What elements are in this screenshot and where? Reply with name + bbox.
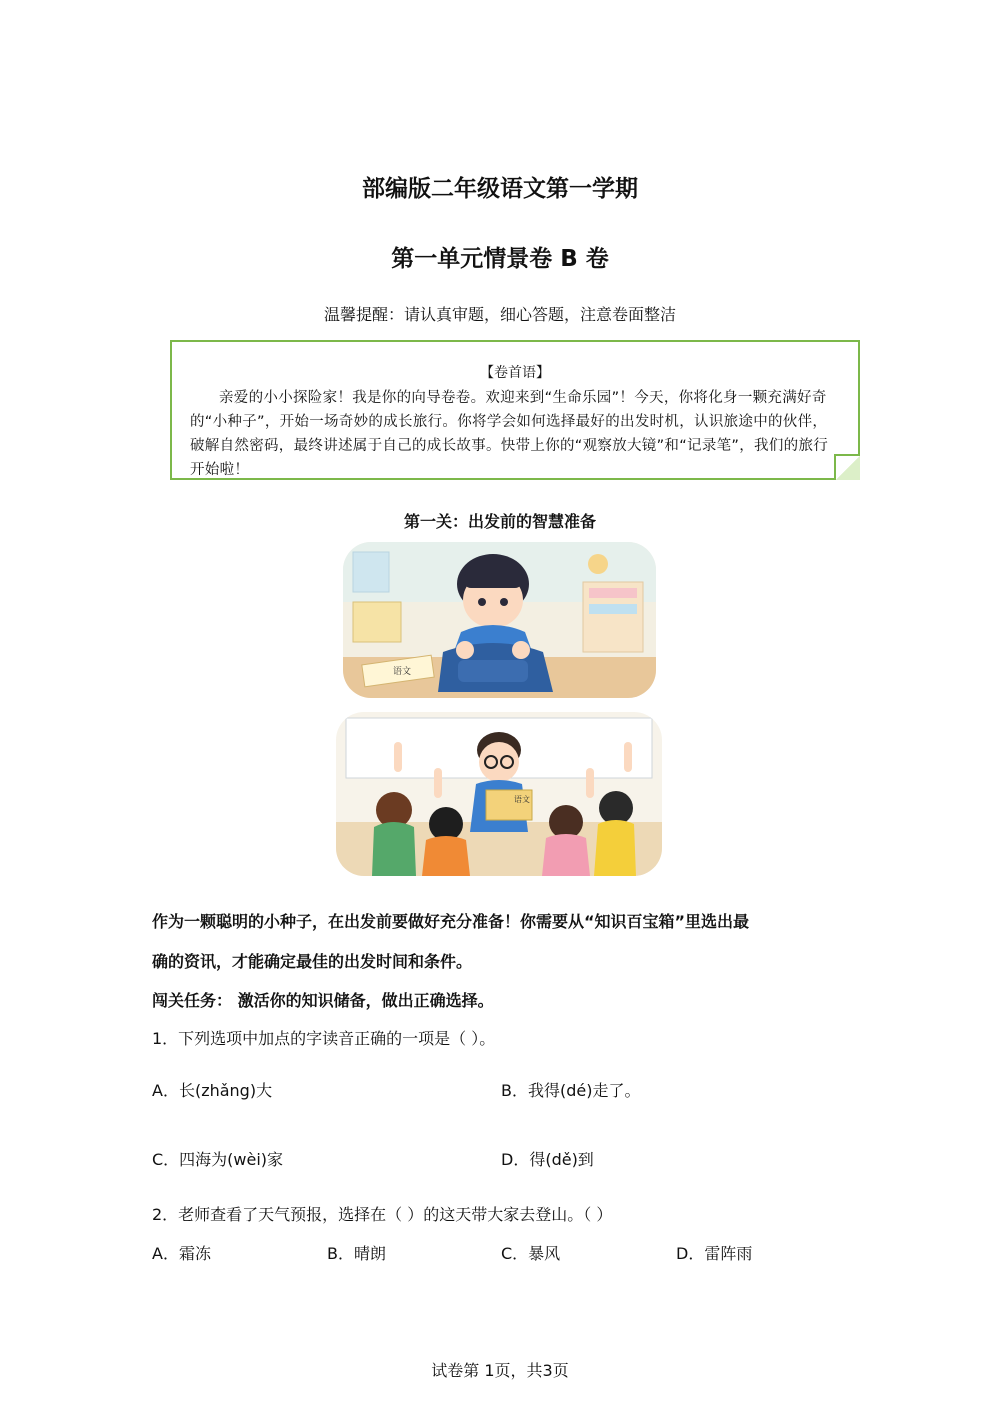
illustration-boy-packing [343, 542, 656, 698]
question-1-option-c[interactable]: C．四海为(wèi)家 [152, 1150, 284, 1169]
exam-subtitle: 第一单元情景卷 B 卷 [391, 246, 609, 272]
question-2-option-a[interactable]: A．霜冻 [152, 1244, 211, 1263]
book-label: 语文 [393, 667, 412, 677]
question-2-option-b[interactable]: B．晴朗 [327, 1244, 386, 1263]
page-footer: 试卷第 1页，共3页 [431, 1361, 569, 1380]
task-intro-line-1: 作为一颗聪明的小种子，在出发前要做好充分准备！你需要从“知识百宝箱”里选出最 [152, 912, 750, 931]
illustration-class-reading [336, 712, 662, 876]
book-label: 语文 [514, 795, 530, 804]
question-1-option-d[interactable]: D．得(dě)到 [501, 1150, 594, 1169]
intro-text: 亲爱的小小探险家！我是你的向导卷卷。欢迎来到“生命乐园”！今天，你将化身一颗充满好奇的“小种子”，开始一场奇妙的成长旅行。你将学会如何选择最好的出发时机，认识旅途中的伙伴，破解自然密码，最终讲述属于自己的成长故事。快带上你的“观察放大镜”和“记录笔”，我们的旅行开始啦！ [190, 390, 829, 478]
question-2-option-c[interactable]: C．暴风 [501, 1244, 561, 1263]
question-1-option-b[interactable]: B．我得(dé)走了。 [501, 1081, 641, 1100]
question-1-option-a[interactable]: A．长(zhǎng)大 [152, 1081, 273, 1100]
reminder-text: 温馨提醒：请认真审题，细心答题，注意卷面整洁 [323, 305, 676, 324]
boy-packing-image [343, 542, 656, 698]
question-2-stem: 2．老师查看了天气预报，选择在（ ）的这天带大家去登山。（ ） [152, 1205, 613, 1224]
intro-box [170, 340, 860, 480]
task-mission: 闯关任务： 激活你的知识储备，做出正确选择。 [152, 991, 494, 1010]
level-title: 第一关：出发前的智慧准备 [403, 512, 596, 531]
question-1-stem: 1．下列选项中加点的字读音正确的一项是（ ）。 [152, 1029, 496, 1048]
exam-title: 部编版二年级语文第一学期 [362, 176, 638, 202]
question-2-option-d[interactable]: D．雷阵雨 [676, 1244, 753, 1263]
task-intro-line-2: 确的资讯，才能确定最佳的出发时间和条件。 [152, 952, 473, 971]
page-fold-icon [834, 454, 860, 480]
class-reading-image [336, 712, 662, 876]
intro-title: 【卷首语】 [480, 365, 550, 381]
